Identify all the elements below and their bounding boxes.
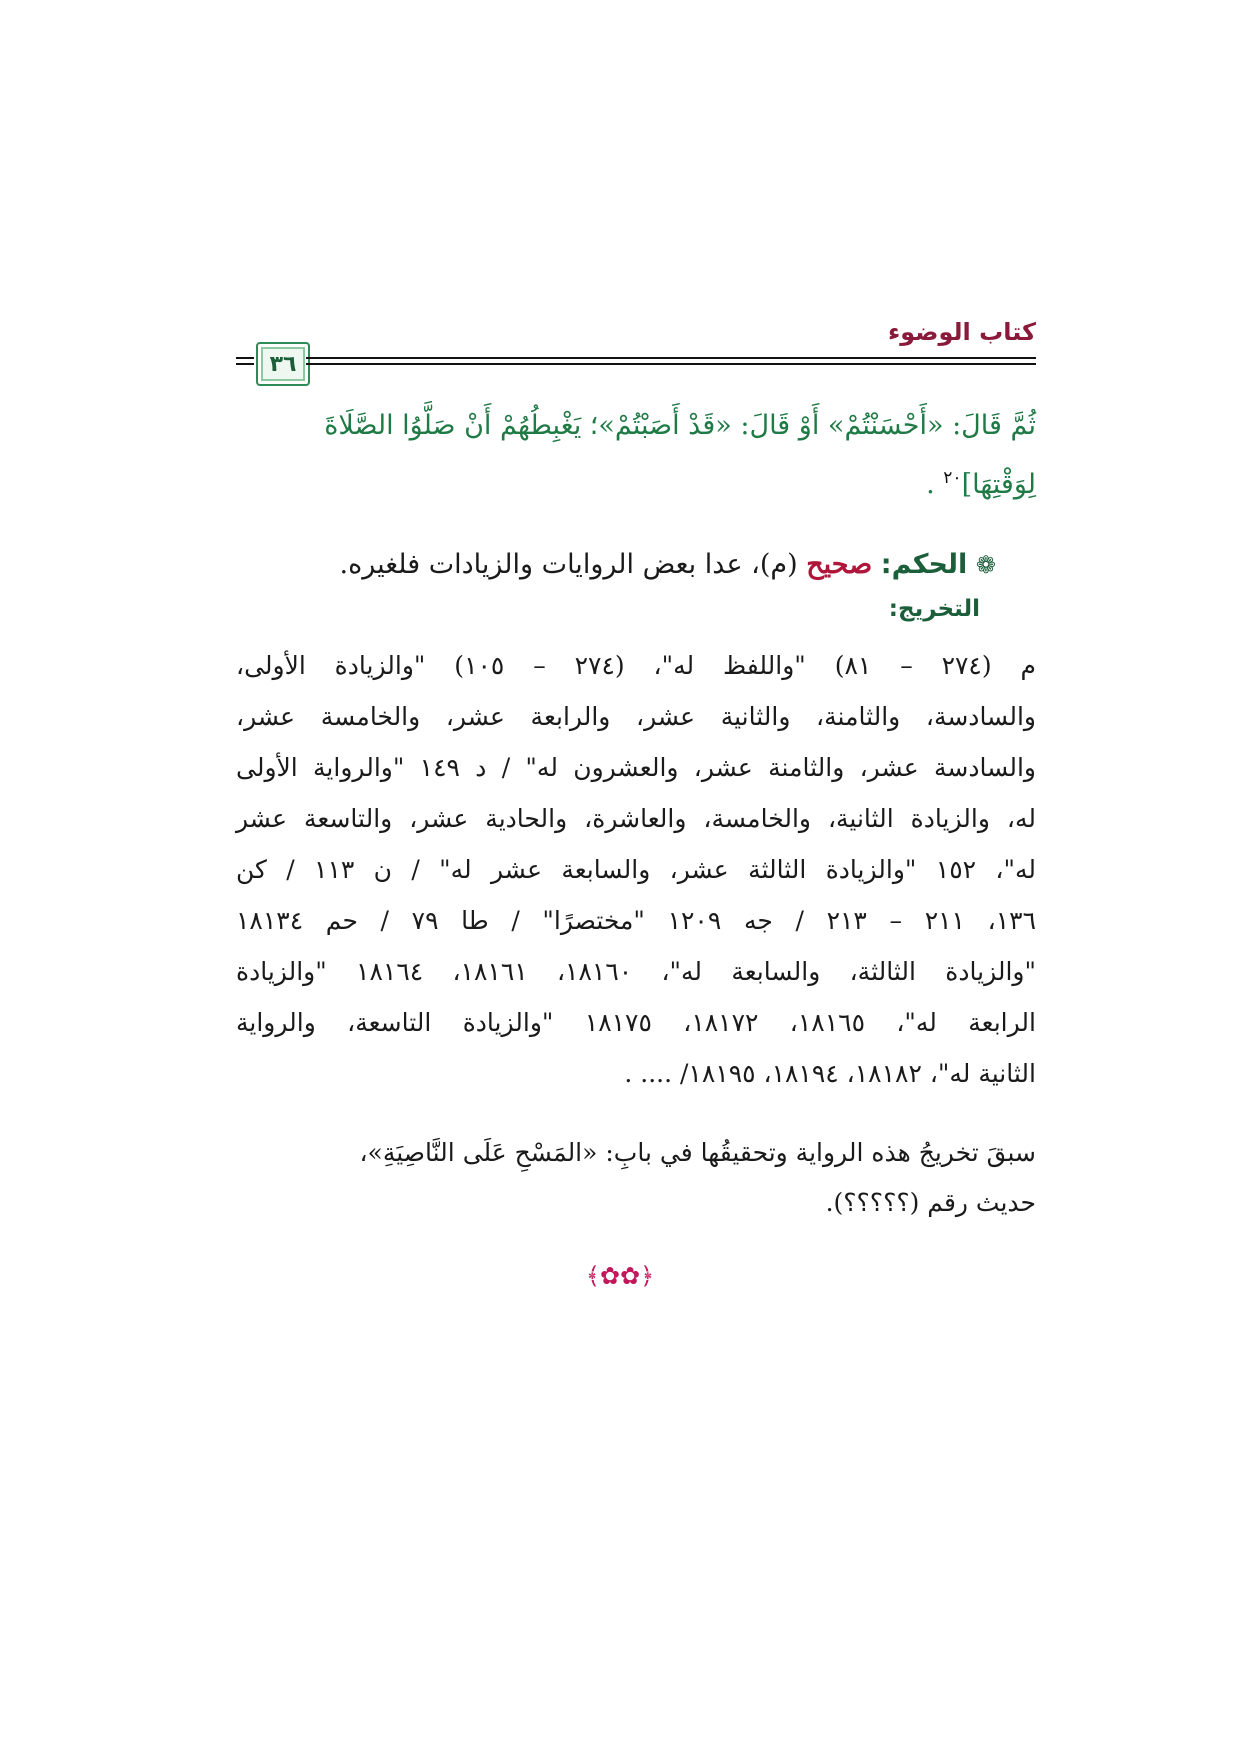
- takhrij-line: له"، ١٥٢ "والزيادة الثالثة عشر، والسابعة عشر له" / ن ١١٣ / كن: [236, 855, 1036, 884]
- section-end-ornament-icon: ﴾✿✿﴿: [585, 1262, 655, 1290]
- ruling-text: (م)، عدا بعض الروايات والزيادات فلغيره.: [339, 549, 798, 580]
- hadith-line: لِوَقْتِهَا]: [961, 469, 1036, 500]
- ruling-line: [236, 540, 996, 590]
- hadith-line-end: .: [926, 469, 935, 500]
- takhrij-body: [236, 640, 1036, 1099]
- ruling-value: صحيح: [806, 549, 873, 580]
- header-rule: [306, 357, 1036, 359]
- note-line: حديث رقم (؟؟؟؟؟).: [825, 1188, 1036, 1217]
- note-line: سبقَ تخريجُ هذه الرواية وتحقيقُها في بابِ: «المَسْحِ عَلَى النَّاصِيَةِ»،: [359, 1138, 1036, 1167]
- takhrij-heading: التخريج:: [888, 596, 980, 622]
- footnote-reference[interactable]: ٢٠: [943, 468, 962, 488]
- takhrij-line: "والزيادة الثالثة، والسابعة له"، ١٨١٦٠، ١٨١٦١، ١٨١٦٤ "والزيادة: [236, 957, 1036, 986]
- page-number: ٣٦: [269, 351, 297, 377]
- hadith-line: ثُمَّ قَالَ: «أَحْسَنْتُمْ» أَوْ قَالَ: «قَدْ أَصَبْتُمْ»؛ يَغْبِطُهُمْ أَنْ صَلَّوُا الصَّلَاةَ: [324, 410, 1036, 441]
- takhrij-line: م (٢٧٤ – ٨١) "واللفظ له"، (٢٧٤ – ١٠٥) "والزيادة الأولى،: [236, 651, 1036, 680]
- hadith-text: [236, 400, 1036, 511]
- takhrij-line: ١٣٦، ٢١١ – ٢١٣ / جه ١٢٠٩ "مختصرًا" / طا ٧٩ / حم ١٨١٣٤: [236, 906, 1037, 935]
- flower-ornament-icon: ❁: [975, 551, 996, 579]
- takhrij-line: والسادسة، والثامنة، والثانية عشر، والرابعة عشر، والخامسة عشر،: [236, 702, 1036, 731]
- ruling-label: الحكم:: [880, 549, 968, 580]
- takhrij-line: الثانية له"، ١٨١٨٢، ١٨١٩٤، ١٨١٩٥/ .... .: [624, 1059, 1036, 1088]
- takhrij-line: الرابعة له"، ١٨١٦٥، ١٨١٧٢، ١٨١٧٥ "والزيادة التاسعة، والرواية: [236, 1008, 1036, 1037]
- takhrij-line: والسادسة عشر، والثامنة عشر، والعشرون له" / د ١٤٩ "والرواية الأولى: [236, 753, 1037, 782]
- header-rule: [236, 363, 254, 365]
- cross-reference-note: [236, 1128, 1036, 1228]
- header-rule: [236, 357, 254, 359]
- book-title: كتاب الوضوء: [887, 318, 1036, 346]
- page-header: [236, 318, 1036, 390]
- page-number-badge: [256, 342, 310, 386]
- header-rule: [306, 363, 1036, 365]
- takhrij-line: له، والزيادة الثانية، والخامسة، والعاشرة، والحادية عشر، والتاسعة عشر: [236, 804, 1036, 833]
